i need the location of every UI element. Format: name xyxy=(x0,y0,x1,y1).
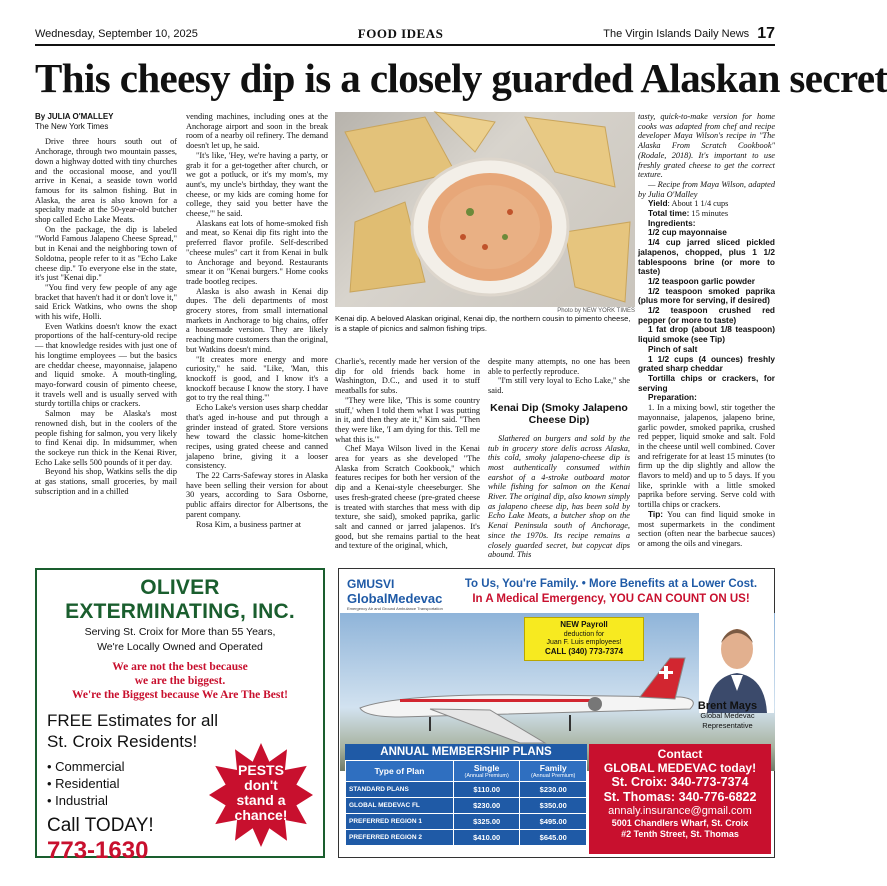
dip-bowl-illustration xyxy=(335,112,635,307)
table-row: PREFERRED REGION 2 $410.00 $645.00 xyxy=(346,830,587,846)
paragraph: "They were like, 'This is some country stuff,' when I told them what I was putting in it, and then they ate it," Kim said. "Then they were like, 'I am dying for this. Tell me what this is.'" xyxy=(335,395,480,444)
plans-table xyxy=(345,760,587,846)
paragraph: Rosa Kim, a business partner at xyxy=(196,519,302,529)
page-header xyxy=(35,24,775,46)
st-croix-phone: St. Croix: 340-773-7374 xyxy=(611,775,749,789)
paper-name: The Virgin Islands Daily News xyxy=(603,28,750,40)
contact-box: Contact GLOBAL MEDEVAC today! St. Croix: 340-773-7374 St. Thomas: 340-776-6822 annaly.insurance@gmail.com 5001 Chandlers Wharf, St. Croix #2 Tenth Street, St. Thomas xyxy=(589,744,771,854)
recipe-tip: Tip: You can find liquid smoke in most supermarkets in the condiment section (often near the barbecue sauces) or among the oils and vinegars. xyxy=(638,508,775,548)
representative-info: Brent Mays Global Medevac Representative xyxy=(697,700,758,730)
ingredient: 1/2 teaspoon crushed red pepper (or more to taste) xyxy=(638,305,775,325)
article-column-2 xyxy=(186,112,328,560)
st-thomas-phone: St. Thomas: 340-776-6822 xyxy=(603,790,757,804)
paragraph: Chef Maya Wilson lived in the Kenai area for years as she developed "The Alaska from Scratch Cookbook," which features recipes for both her version of the dip and a Kenai-style cheeseburger. She uses fresh-grated cheese (pre-grated cheese is treated with starches that mess with dip texture, she said), smoked paprika, garlic salt and canned or jarred jalapenos. It's good, but she remains partial to the heat and texture of the original, which, xyxy=(335,444,480,551)
ad-slogan: We're the Biggest because We Are The Best! xyxy=(71,689,289,701)
ingredient: 1/4 cup jarred sliced pickled jalapenos, chopped, plus 1 1/2 tablespoons brine (or more to taste) xyxy=(638,237,775,277)
paragraph: Beyond his shop, Watkins sells the dip at gas stations, small groceries, by mail subscription and in a chilled xyxy=(35,467,177,496)
free-estimates: FREE Estimates for all xyxy=(47,711,218,730)
paragraph: "It creates more energy and more curiosity," he said. "Like, 'Man, this knockoff is good, and I know it's a knockoff because I know the story. I have got to try the real thing.'" xyxy=(186,354,328,403)
column-header: Family (Annual Premium) xyxy=(520,761,587,782)
contact-email: annaly.insurance@gmail.com xyxy=(608,805,752,817)
photo-caption: Kenai dip. A beloved Alaskan original, Kenai dip, the northern cousin to pimento cheese, is a staple of picnics and salmon fishing trips. xyxy=(335,314,631,333)
ingredient: 1 1/2 cups (4 ounces) freshly grated sharp cheddar xyxy=(638,353,775,374)
table-header-row xyxy=(346,761,587,782)
paragraph: Drive three hours south out of Anchorage, through two mountain passes, down a highway dotted with tiny churches and the occasional moose, and you'll arrive in Kenai, a seaside town world famous for its salmon fishing. But in Alaska, the area is also known for a specialty made at the 50-year-old butcher shop called Echo Lake Meats. xyxy=(35,137,177,225)
recipe-intro-continued: tasty, quick-to-make version for home cooks was adapted from chef and recipe developer Maya Wilson's recipe in "The Alaska From Scratch Cookbook" (Rodale, 2018). It's important to use freshly grated cheese to get the correct texture. xyxy=(638,112,775,180)
ingredient: 1/2 teaspoon garlic powder xyxy=(648,275,755,286)
contact-address: #2 Tenth Street, St. Thomas xyxy=(621,829,739,839)
dip-photo xyxy=(335,112,635,307)
call-today: Call TODAY! xyxy=(47,815,154,836)
ad-phone: 773-1630 xyxy=(47,837,149,864)
recipe-credit: — Recipe from Maya Wilson, adapted by Julia O'Malley xyxy=(638,179,775,199)
article-column-4 xyxy=(488,357,630,560)
ingredient: 1 fat drop (about 1/8 teaspoon) liquid smoke (see Tip) xyxy=(638,324,775,345)
ingredients-heading: Ingredients: xyxy=(648,217,696,228)
column-header: Single (Annual Premium) xyxy=(453,761,520,782)
paragraph: The 22 Carrs-Safeway stores in Alaska have been selling their version for about 30 years, according to Sara Osborne, public affairs director for Albertsons, the parent company. xyxy=(186,471,328,519)
representative-portrait xyxy=(699,613,774,713)
ingredient: 1/2 cup mayonnaise xyxy=(648,227,727,238)
service-item: • Industrial xyxy=(47,793,108,808)
headline: This cheesy dip is a closely guarded Alaskan secret xyxy=(35,55,887,101)
service-item: • Commercial xyxy=(47,759,125,774)
ingredient: 1/2 teaspoon smoked paprika (plus more for serving, if desired) xyxy=(638,285,775,306)
paragraph: "It's like, 'Hey, we're having a party, or grab it for a get-together after church, or we got a potluck, or it's my mom's, my aunt's, my uncle's birthday, they want the cheese, or my kids are coming home for college, they said you better have the cheese,'" he said. xyxy=(186,150,328,219)
burst-text: PESTS don't stand a chance! xyxy=(234,762,288,823)
oliver-exterminating-ad xyxy=(35,568,325,864)
plans-title: ANNUAL MEMBERSHIP PLANS xyxy=(345,744,587,760)
article-column-3 xyxy=(335,357,480,560)
issue-date: Wednesday, September 10, 2025 xyxy=(35,28,198,40)
ad-title: OLIVER EXTERMINATING, INC. xyxy=(65,576,295,623)
ingredient: Tortilla chips or crackers, for serving xyxy=(638,372,775,393)
payroll-banner: NEW Payroll deduction for Juan F. Luis employees! CALL (340) 773-7374 xyxy=(524,617,644,661)
membership-plans xyxy=(345,744,587,846)
article xyxy=(35,112,775,560)
global-medevac-ad xyxy=(338,568,775,858)
service-item: • Residential xyxy=(47,776,120,791)
recipe-yield: Yield: About 1 1/4 cups xyxy=(648,198,729,209)
paragraph: On the package, the dip is labeled "World Famous Jalapeno Cheese Spread," but in Kenai and the neighboring town of Soldotna, people refer to it as "Echo Lake cheese dip." To everyone else in the state, it's just "Kenai dip." xyxy=(35,224,177,283)
byline-org: The New York Times xyxy=(35,121,109,131)
ingredient: Pinch of salt xyxy=(648,343,698,354)
paragraph: Charlie's, recently made her version of the dip for old friends back home in Washington, D.C., and used it to stuff meatballs for subs. xyxy=(335,357,480,396)
byline-author: By JULIA O'MALLEY xyxy=(35,112,114,121)
free-estimates: St. Croix Residents! xyxy=(47,732,198,751)
article-column-1 xyxy=(35,112,177,560)
paragraph: Alaskans eat lots of home-smoked fish and meat, so Kenai dip fits right into the preferred flavor profile. Self-described "cheese mules" cart it from Kenai in bulk to Anchorage and beyond. Restaurants smear it on "Kenai burgers." Home cooks trade bootleg recipes. xyxy=(186,218,328,286)
paragraph: Alaska is also awash in Kenai dip dupes. The deli departments of most grocery stores, from small international markets in Anchorage to big chains, offer a housemade version. They are likely reaching more customers than the original, but Watkins doesn't mind. xyxy=(186,286,328,354)
paragraph: Echo Lake's version uses sharp cheddar that's aged in-house and put through a grinder instead of grated. Store versions hew toward the classic home-kitchen recipes, using grated cheese and canned jalapeno brine, giving it a looser consistency. xyxy=(186,403,328,471)
paragraph: Salmon may be Alaska's most renowned dish, but in the coolers of the people fishing for salmon, you very likely to find Kenai dip. In midsummer, when the sockeye run thick in the Kenai River, Echo Lake sells 500 pounds of it per day. xyxy=(35,409,177,467)
global-medevac-logo: GMUSVI GlobalMedevac Emergency Air and Ground Ambulance Transportation xyxy=(347,577,443,611)
ad-subtitle: Serving St. Croix for More than 55 Years, xyxy=(84,626,276,638)
ad-tagline: To Us, You're Family. • More Benefits at a Lower Cost. In A Medical Emergency, YOU CAN COUNT ON US! xyxy=(464,578,758,605)
paragraph: vending machines, including ones at the Anchorage airport and soon in the break room of a nearby oil refinery. The demand doesn't let up, he said. xyxy=(186,112,328,151)
paragraph: Even Watkins doesn't know the exact proportions of the half-century-old recipe — that knowledge resides with just one of his longtime employees — but the basics are cheddar cheese, mayonnaise, jalapeno and liquid smoke. A mouth-tingling, mayo-forward cousin of pimento cheese, it travels well and is usually served with sturdy tortilla chips or crackers. xyxy=(35,321,177,409)
preparation-steps: 1. In a mixing bowl, stir together the mayonnaise, jalapenos, jalapeno brine, garlic powder, smoked paprika, crushed red pepper, liquid smoke and salt. Fold in the cheese until well combined. Cover and refrigerate for at least 15 minutes (to firm up the dip slightly and allow the flavors to meld) and up to 5 days. If you like, sprinkle with a little smoked paprika before serving. Serve cold with tortilla chips or crackers. xyxy=(638,403,775,510)
page-number: 17 xyxy=(757,25,775,42)
contact-address: 5001 Chandlers Wharf, St. Croix xyxy=(611,818,749,828)
recipe-column xyxy=(638,112,775,560)
section-name: FOOD IDEAS xyxy=(357,26,444,41)
ad-subtitle: We're Locally Owned and Operated xyxy=(97,641,263,653)
column-header: Type of Plan xyxy=(346,761,454,782)
ad-slogan: We are not the best because xyxy=(112,661,248,673)
preparation-heading: Preparation: xyxy=(648,392,697,403)
recipe-intro: Slathered on burgers and sold by the tub in grocery store delis across Alaska, this cold, smoky jalapeno-cheese dip is most authentically consumed within earshot of a 4-stroke outboard motor while fishing for salmon on the Kenai River. The original dip, also known simply as jalapeno cheese dip, has been sold by Echo Lake Meats, a butcher shop on the Kenai Peninsula south of Anchorage, since the 1970s. Its recipe remains a closely guarded secret, but copycat dips abound. This xyxy=(488,433,630,560)
paragraph: "You find very few people of any age bracket that haven't had it or don't love it," said Erick Watkins, who owns the shop with his wife, Holli. xyxy=(35,282,177,322)
table-row: PREFERRED REGION 1 $325.00 $495.00 xyxy=(346,814,587,830)
paragraph: despite many attempts, no one has been able to perfectly reproduce. xyxy=(488,357,630,376)
recipe-time: Total time: 15 minutes xyxy=(648,208,729,219)
table-row: STANDARD PLANS $110.00 $230.00 xyxy=(346,782,587,798)
paragraph: "I'm still very loyal to Echo Lake," she said. xyxy=(488,376,630,396)
recipe-title: Kenai Dip (Smoky Jalapeno Cheese Dip) xyxy=(490,401,628,426)
ad-slogan: we are the biggest. xyxy=(134,675,226,687)
table-row: GLOBAL MEDEVAC FL $230.00 $350.00 xyxy=(346,798,587,814)
photo-credit: Photo by NEW YORK TIMES xyxy=(557,308,635,314)
